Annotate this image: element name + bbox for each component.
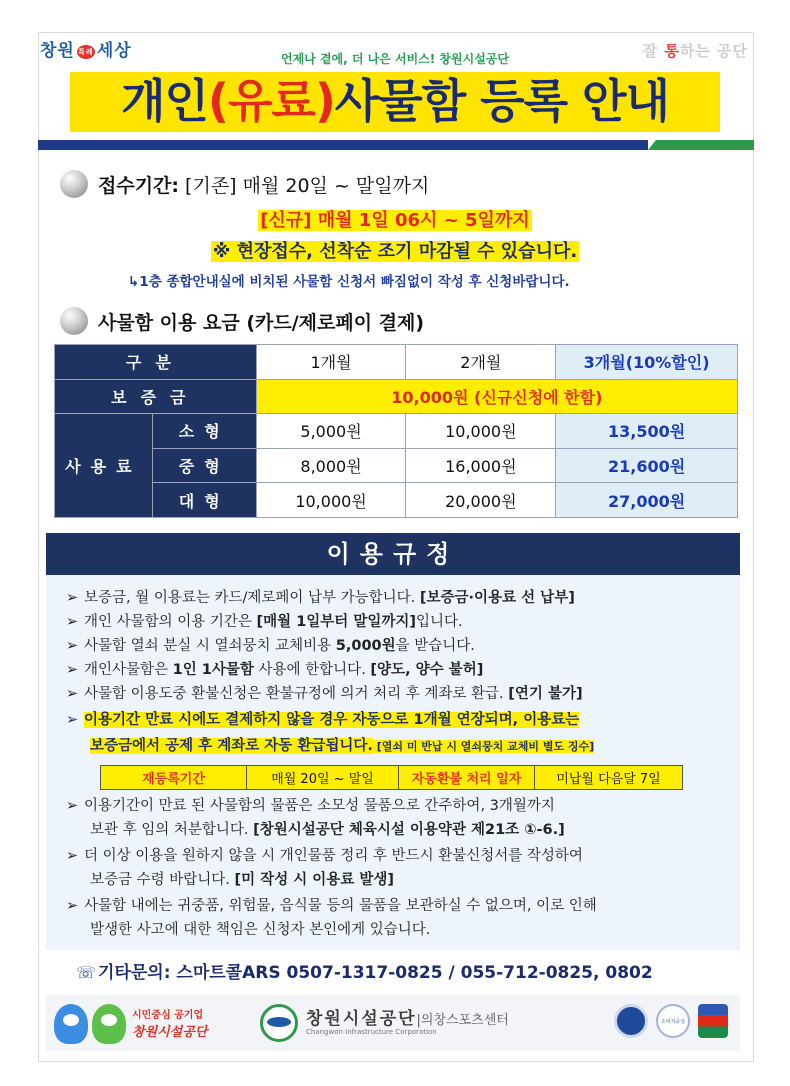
fee-cell: 10,000원 [256, 483, 406, 518]
renew-period: 매월 20일 ~ 말일 [247, 766, 399, 790]
fee-cell: 5,000원 [256, 414, 406, 449]
renew-label: 재등록기간 [101, 766, 247, 790]
arrow-bullet-icon: ➢ [66, 614, 79, 630]
rule-item-cont: 보관 후 임의 처분합니다. [창원시설공단 체육시설 이용약관 제21조 ①-6.] [90, 822, 565, 838]
mascot-icon [54, 1004, 88, 1044]
section-bullet-icon [60, 170, 88, 198]
public-enterprise-name: 창원시설공단 [132, 1025, 208, 1040]
usage-label: 사용료 [55, 414, 153, 518]
city-logo: 창원 특례 세상 [40, 41, 132, 61]
rule-item: ➢ 이용기간이 만료 된 사물함의 물품은 소모성 물품으로 간주하여, 3개월까지 [66, 794, 555, 818]
arrow-bullet-icon: ➢ [66, 638, 79, 654]
fee-table [54, 344, 738, 518]
period-heading: 접수기간: [기존] 매월 20일 ~ 말일까지 [98, 175, 430, 197]
section-bullet-icon [60, 307, 88, 335]
arrow-bullet-icon: ➢ [66, 898, 79, 914]
arrow-bullet-icon: ➢ [66, 712, 79, 728]
divider-green [648, 140, 754, 150]
column-header-discount: 3개월(10%할인) [556, 345, 738, 380]
table-row [101, 766, 683, 790]
arrow-bullet-icon: ➢ [66, 848, 79, 864]
contact-info: ☏ 기타문의: 스마트콜ARS 0507-1317-0825 / 055-712-0825, 0802 [76, 963, 653, 983]
city-logo-mark: 특례 [77, 45, 95, 59]
certification-seal-icon [614, 1004, 648, 1038]
slogan: 언제나 곁에, 더 나은 서비스! 창원시설공단 [281, 52, 509, 66]
table-row [55, 414, 738, 449]
page-title: 개인(유료)사물함 등록 안내 [121, 74, 669, 128]
refund-label: 자동환불 처리 일자 [399, 766, 535, 790]
arrow-bullet-icon: ➢ [66, 798, 79, 814]
arrow-bullet-icon: ➢ [66, 686, 79, 702]
consumer-centered-seal-icon: 소비자중심 [656, 1004, 690, 1038]
size-label: 대형 [152, 483, 256, 518]
rule-item: ➢ 개인사물함은 1인 1사물함 사용에 한합니다. [양도, 양수 불허] [66, 658, 483, 682]
fee-cell-discount: 21,600원 [556, 448, 738, 483]
corp-name: 창원시설공단|의창스포츠센터 [306, 1009, 509, 1029]
size-label: 소형 [152, 414, 256, 449]
header-cell: 구분 [55, 345, 257, 380]
divider-blue [38, 140, 648, 150]
rule-item-cont: 보증금 수령 바랍니다. [미 작성 시 이용료 발생] [90, 872, 395, 888]
rule-item: ➢ 개인 사물함의 이용 기간은 [매월 1일부터 말일까지]입니다. [66, 610, 463, 634]
phone-icon: ☏ [76, 963, 97, 982]
fee-cell: 10,000원 [406, 414, 556, 449]
size-label: 중형 [152, 448, 256, 483]
fee-cell-discount: 13,500원 [556, 414, 738, 449]
table-row [55, 483, 738, 518]
table-row [55, 448, 738, 483]
arrow-bullet-icon: ➢ [66, 662, 79, 678]
rules-heading: 이용규정 [46, 533, 740, 575]
rule-item: ➢ 사물함 열쇠 분실 시 열쇠뭉치 교체비용 5,000원을 받습니다. [66, 634, 475, 658]
award-badge-icon [698, 1004, 728, 1038]
rule-item: ➢ 더 이상 이용을 원하지 않을 시 개인물품 정리 후 반드시 환불신청서를 작성하여 [66, 844, 583, 868]
table-row [55, 345, 738, 380]
renewal-table [100, 765, 683, 790]
fee-cell: 20,000원 [406, 483, 556, 518]
fee-cell: 16,000원 [406, 448, 556, 483]
period-new: [신규] 매월 1일 06시 ~ 5일까지 [260, 210, 530, 231]
column-header: 2개월 [406, 345, 556, 380]
mascot-icon [92, 1004, 126, 1044]
period-warning: ※ 현장접수, 선착순 조기 마감될 수 있습니다. [212, 241, 578, 262]
deposit-value: 10,000원 (신규신청에 한함) [256, 379, 737, 414]
rule-item: ➢ 사물함 이용도중 환불신청은 환불규정에 의거 처리 후 계좌로 환급. [연기 불가] [66, 682, 583, 706]
corp-slogan-logo: 잘 통하는 공단 [642, 42, 748, 60]
arrow-bullet-icon: ➢ [66, 590, 79, 606]
corp-name-english: Changwon Infrastructure Corporation [306, 1028, 437, 1036]
table-row [55, 379, 738, 414]
refund-date: 미납월 다음달 7일 [535, 766, 683, 790]
fees-heading: 사물함 이용 요금 (카드/제로페이 결제) [98, 312, 425, 334]
rule-item-highlight: ➢ 이용기간 만료 시에도 결제하지 않을 경우 자동으로 1개월 연장되며, 이용료는 [66, 708, 579, 732]
fee-cell: 8,000원 [256, 448, 406, 483]
rule-item: ➢ 보증금, 월 이용료는 카드/제로페이 납부 가능합니다. [보증금·이용료 선 납부] [66, 586, 575, 610]
fee-cell-discount: 27,000원 [556, 483, 738, 518]
column-header: 1개월 [256, 345, 406, 380]
corp-logo-icon [260, 1004, 298, 1042]
rule-item: ➢ 사물함 내에는 귀중품, 위험물, 음식물 등의 물품을 보관하실 수 없으며, 이로 인해 [66, 894, 597, 918]
rule-item-cont: 발생한 사고에 대한 책임은 신청자 본인에게 있습니다. [90, 922, 431, 938]
deposit-label: 보증금 [55, 379, 257, 414]
rule-item-highlight-cont: 보증금에서 공제 후 계좌로 자동 환급됩니다. [열쇠 미 반납 시 열쇠뭉치 교체비 별도 징수] [90, 738, 595, 754]
period-note: ↳1층 종합안내실에 비치된 사물함 신청서 빠짐없이 작성 후 신청바랍니다. [128, 274, 570, 290]
public-enterprise-label: 시민중심 공기업 [132, 1010, 204, 1021]
